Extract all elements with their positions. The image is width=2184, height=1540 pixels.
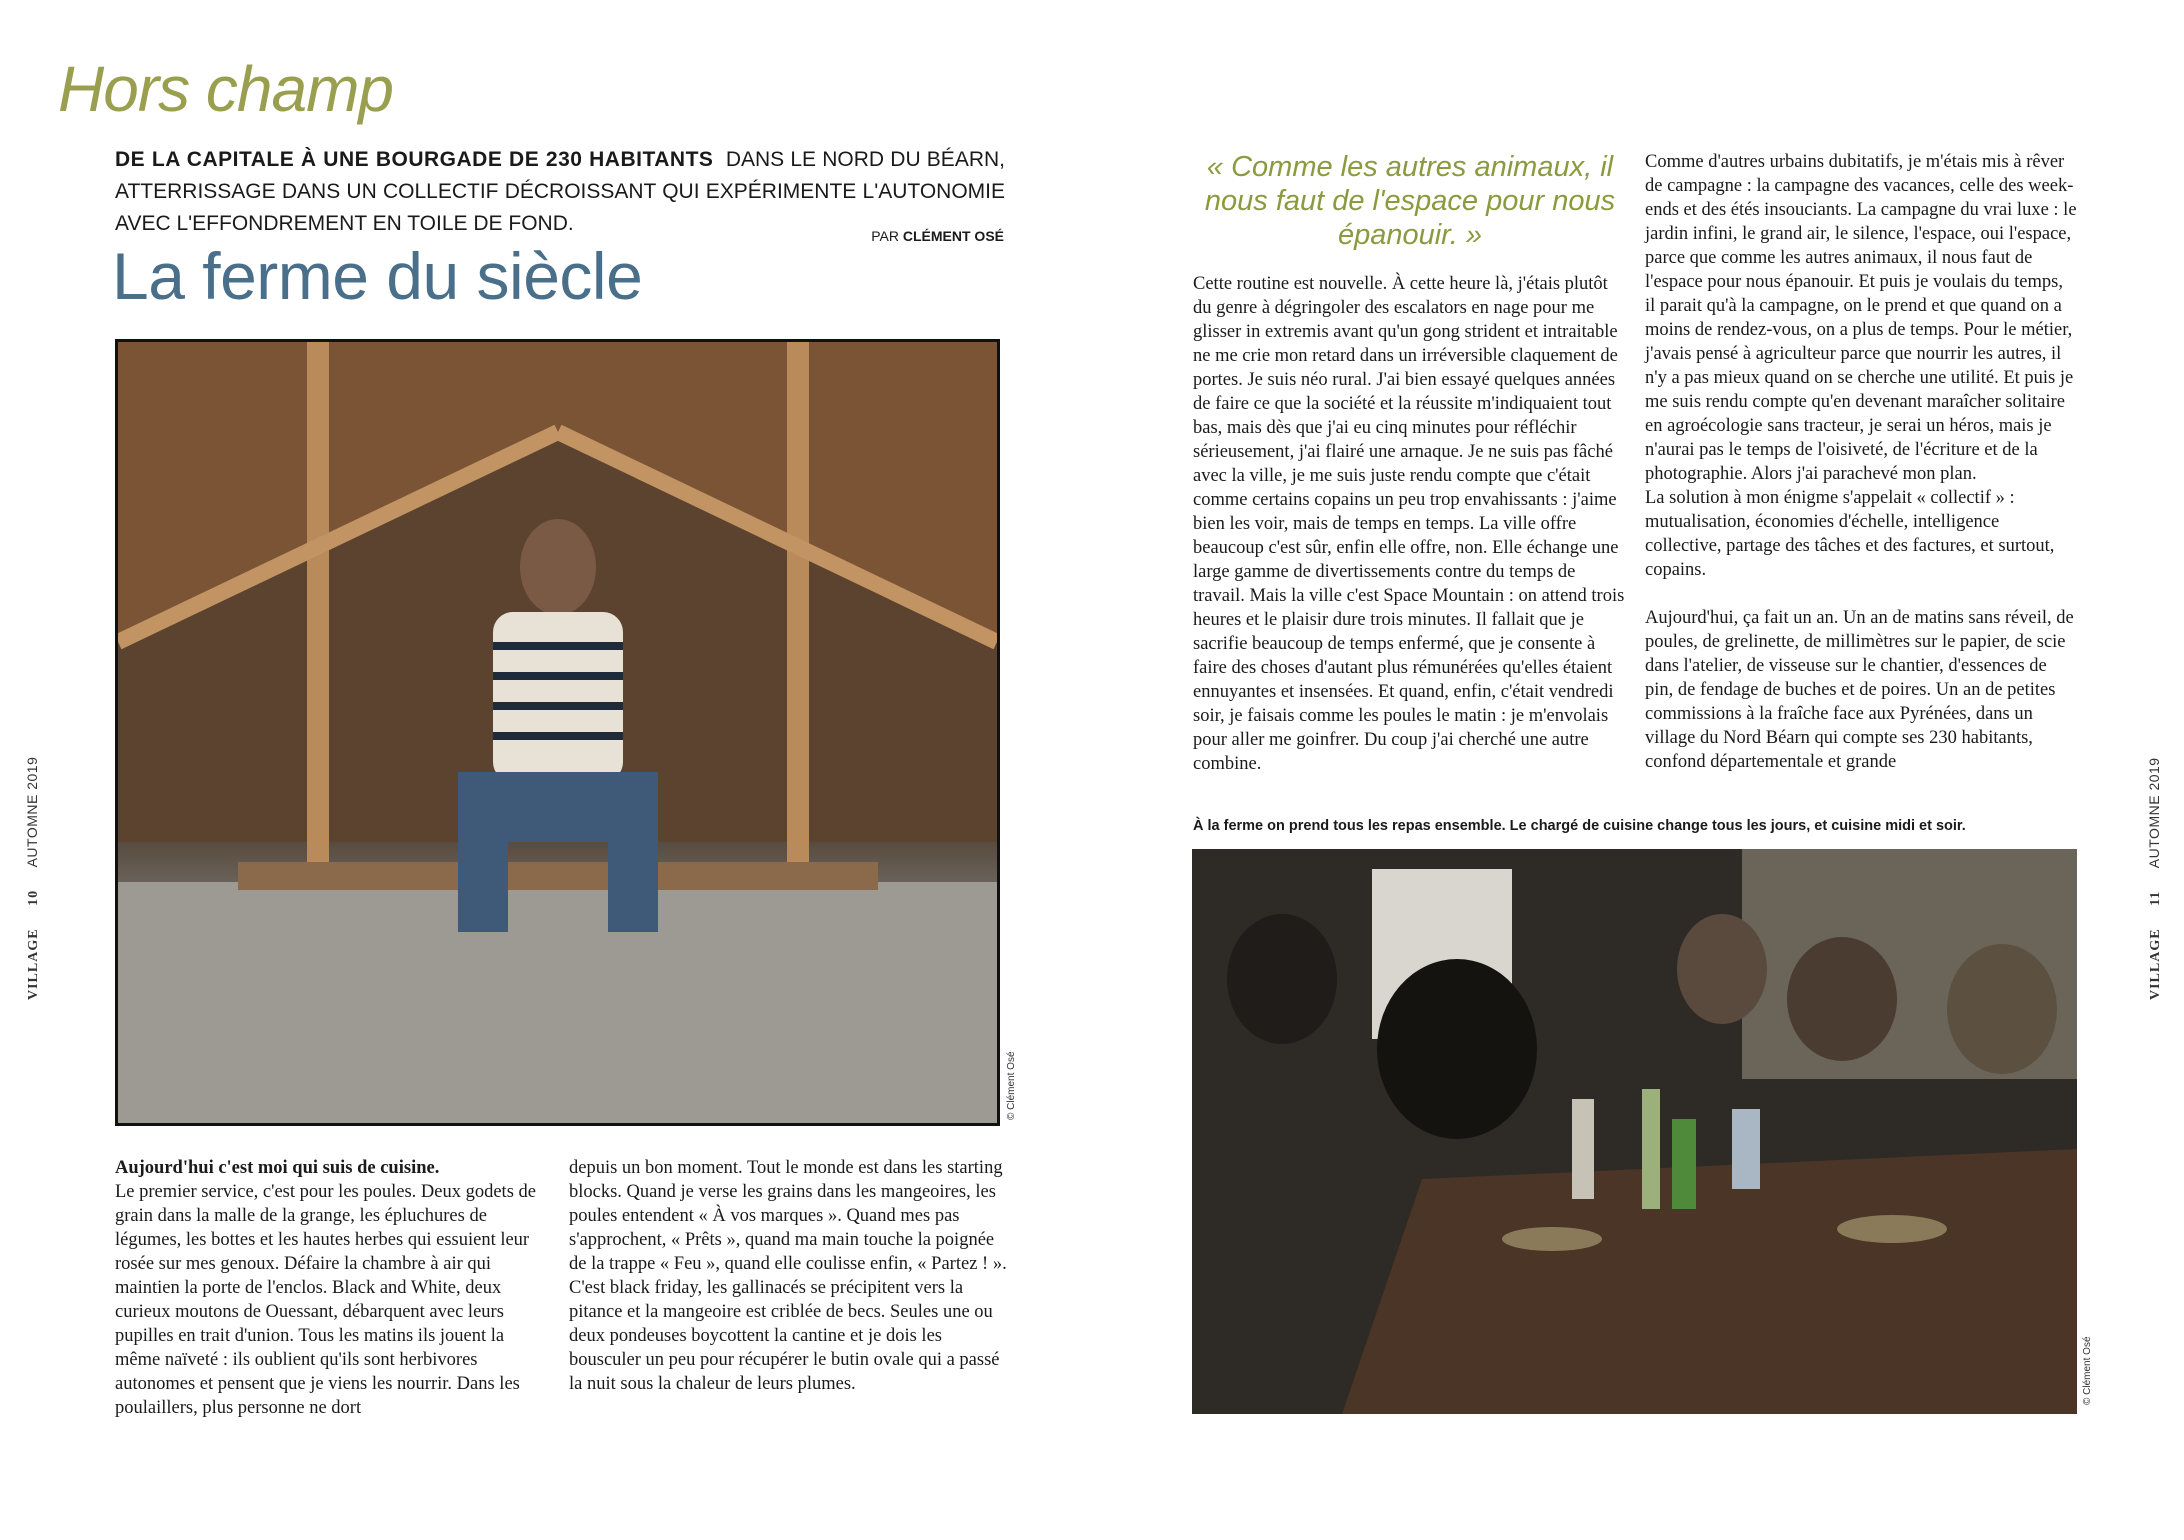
folio-left-page: 10 xyxy=(26,889,41,906)
byline-author: CLÉMENT OSÉ xyxy=(902,228,1004,244)
photo-attic-illustration xyxy=(118,342,997,1123)
column-4-paragraph-1: Comme d'autres urbains dubitatifs, je m'étais mis à rêver de campagne : la campagne des vacances, celle des week-ends et des étés insouciants. La campagne du vrai luxe : le jardin infini, le grand air, le silence, l'espace, oui l'espace, parce que comme les autres animaux, il nous faut de l'espace pour nous épanouir. Et puis je voulais du temps, il parait qu'à la campagne, on le prend et que quand on a moins de rendez-vous, on a plus de temps. Pour le métier, j'avais pensé à agriculteur parce que nourrir les autres, il n'y a pas mieux quand on se cherche une utilité. Et puis je me suis rendu compte qu'en devenant maraîcher solitaire en agroécologie sans tracteur, je serai un héros, mais je n'aurai pas le temps de l'oisiveté, de l'écriture et de la photographie. Alors j'ai parachevé mon plan. xyxy=(1645,152,2077,484)
folio-left-issue: AUTOMNE 2019 xyxy=(24,756,40,868)
standfirst-rest: DANS LE NORD DU BÉARN, ATTERRISSAGE DANS UN COLLECTIF DÉCROISSANT QUI EXPÉRIMENTE L'AUTONOMIE AVEC L'EFFONDREMENT EN TOILE DE FOND. xyxy=(115,148,1005,235)
pull-quote: « Comme les autres animaux, il nous faut de l'espace pour nous épanouir. » xyxy=(1204,151,1616,251)
section-title: Hors champ xyxy=(58,53,393,125)
article-column-2 xyxy=(569,1156,1009,1396)
folio-left-magazine: VILLAGE xyxy=(26,928,41,1000)
column-2-text: depuis un bon moment. Tout le monde est dans les starting blocks. Quand je verse les grains dans les mangeoires, les poules entendent « À vos marques ». Quand mes pas s'approchent, « Prêts », quand ma main touche la poignée de la trappe « Feu », quand elle coulisse enfin, « Partez ! ». C'est black friday, les gallinacés se précipitent vers la pitance et la mangeoire est criblée de becs. Seules une ou deux pondeuses boycottent la cantine et je dois les bousculer un peu pour récupérer le butin ovale qui a passé la nuit sous la chaleur de leurs plumes. xyxy=(569,1158,1007,1394)
column-3-text: Cette routine est nouvelle. À cette heure là, j'étais plutôt du genre à dégringoler des escalators en nage pour me glisser in extremis avant qu'un gong strident et intraitable ne me crie mon retard dans un irréversible claquement de portes. Je suis néo rural. J'ai bien essayé quelques années de faire ce que la société et la réussite m'indiquaient tout bas, mais dès que j'ai eu cinq minutes pour réfléchir sérieusement, j'ai flairé une arnaque. Je ne suis pas fâché avec la ville, je me suis juste rendu compte que c'était comme certains copains un peu trop envahissants : j'aime bien les voir, mais de temps en temps. La ville offre beaucoup c'est sûr, enfin elle offre, non. Elle échange une large gamme de divertissements contre du temps de travail. Mais la ville c'est Space Mountain : on attend trois heures et le plaisir dure trois minutes. Il fallait que je sacrifie beaucoup de temps enfermé, que je consente à faire des choses d'autant plus rémunérées qu'elles étaient ennuyantes et insensées. Et quand, enfin, c'était vendredi soir, je faisais comme les poules le matin : je m'envolais pour aller me goinfrer. Du coup j'ai cherché une autre combine. xyxy=(1193,274,1625,774)
folio-left xyxy=(24,757,42,1000)
byline-prefix: PAR xyxy=(871,228,899,244)
photo-meal-illustration xyxy=(1192,849,2077,1414)
folio-right-issue: AUTOMNE 2019 xyxy=(2146,757,2162,869)
article-column-1 xyxy=(115,1156,545,1420)
photo-credit-1: © Clément Osé xyxy=(1006,1051,1017,1120)
standfirst-bold: DE LA CAPITALE À UNE BOURGADE DE 230 HABITANTS xyxy=(115,148,714,171)
standfirst xyxy=(115,144,1005,240)
article-column-3 xyxy=(1193,272,1625,776)
article-headline: La ferme du siècle xyxy=(112,239,643,313)
photo-caption: À la ferme on prend tous les repas ensemble. Le chargé de cuisine change tous les jours, et cuisine midi et soir. xyxy=(1193,818,1966,834)
lead-sentence: Aujourd'hui c'est moi qui suis de cuisine. xyxy=(115,1158,440,1178)
folio-right xyxy=(2146,757,2164,1000)
folio-right-magazine: VILLAGE xyxy=(2148,928,2163,1000)
folio-right-page: 11 xyxy=(2148,890,2163,906)
column-4-paragraph-2: La solution à mon énigme s'appelait « collectif » : mutualisation, économies d'échelle, intelligence collective, partage des tâches et des factures, et surtout, copains. xyxy=(1645,488,2055,580)
byline xyxy=(871,228,1004,244)
photo-credit-2: © Clément Osé xyxy=(2082,1336,2093,1405)
photo-attic-portrait xyxy=(115,339,1000,1126)
photo-communal-meal xyxy=(1192,849,2077,1414)
column-4-paragraph-3: Aujourd'hui, ça fait un an. Un an de matins sans réveil, de poules, de grelinette, de millimètres sur le papier, de scie dans l'atelier, de visseuse sur le chantier, d'essences de pin, de fendage de buches et de poires. Un an de petites commissions à la fraîche face aux Pyrénées, dans un village du Nord Béarn qui compte ses 230 habitants, confond départementale et grande xyxy=(1645,608,2074,772)
article-column-4 xyxy=(1645,150,2077,774)
column-1-text: Le premier service, c'est pour les poules. Deux godets de grain dans la malle de la grange, les épluchures de légumes, les bottes et les hautes herbes qui essuient leur rosée sur mes genoux. Défaire la chambre à air qui maintien la porte de l'enclos. Black and White, deux curieux moutons de Ouessant, débarquent avec leurs pupilles en trait d'union. Tous les matins ils jouent la même naïveté : ils oublient qu'ils sont herbivores autonomes et pensent que je viens les nourrir. Dans les poulaillers, plus personne ne dort xyxy=(115,1182,536,1418)
